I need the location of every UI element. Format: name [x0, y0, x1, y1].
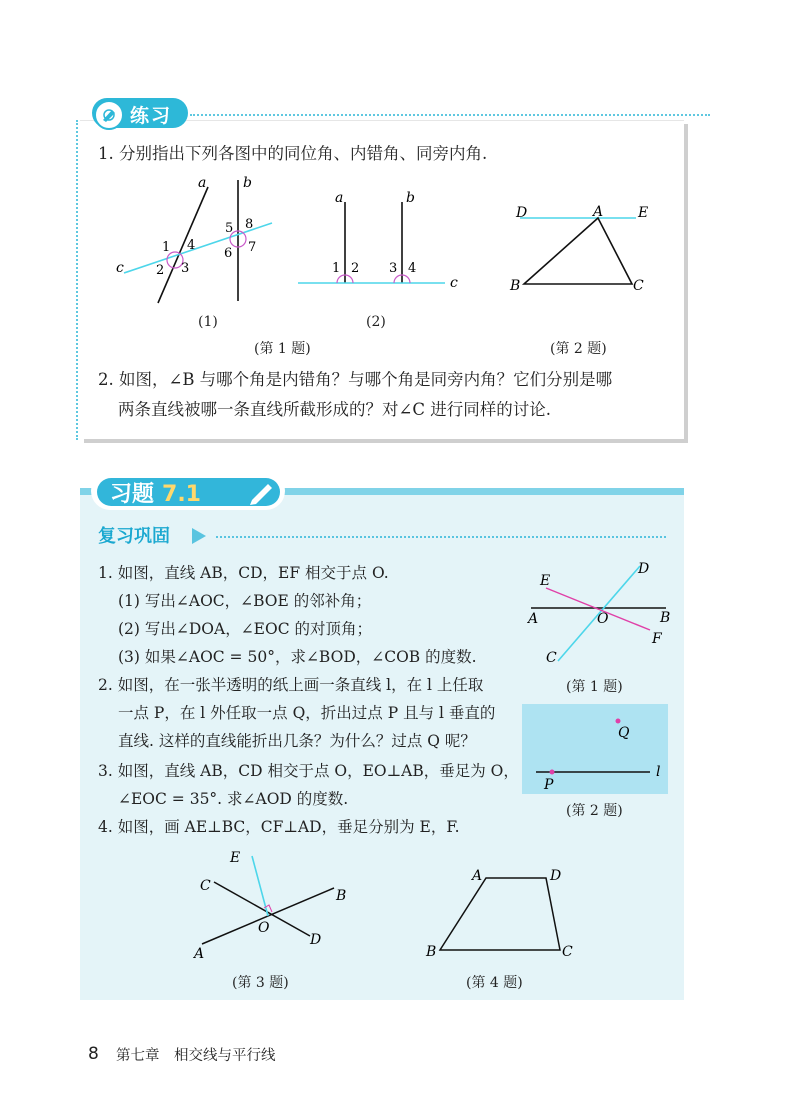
label-a: a — [198, 175, 207, 191]
exercise-problem-2-line-3: 直线. 这样的直线能折出几条？为什么？过点 Q 呢？ — [118, 732, 476, 750]
review-dotted-rule — [216, 536, 666, 538]
exercise-caption-1: (第 1 题) — [566, 679, 623, 695]
exercise-caption-2: (第 2 题) — [566, 803, 623, 819]
angle-2: 2 — [351, 261, 360, 276]
review-arrow-icon — [190, 526, 210, 546]
label-c: c — [450, 275, 458, 291]
practice-question-2-line-2: 两条直线被哪一条直线所截形成的？对∠C 进行同样的讨论. — [118, 400, 551, 419]
angle-6: 6 — [224, 246, 233, 261]
label-D: D — [638, 561, 650, 577]
practice-question-2-line-1: 2. 如图，∠B 与哪个角是内错角？与哪个角是同旁内角？它们分别是哪 — [98, 370, 613, 389]
exercise-figure-2 — [522, 704, 672, 796]
triangle-ABC — [524, 218, 632, 284]
exercise-caption-4: (第 4 题) — [466, 975, 523, 991]
exercise-figure-1 — [526, 558, 676, 668]
label-C: C — [633, 278, 644, 294]
exercise-figure-4 — [424, 862, 584, 962]
label-B: B — [510, 278, 521, 294]
label-C: C — [546, 650, 557, 666]
label-C: C — [200, 878, 211, 894]
exercise-number: 7.1 — [162, 482, 201, 507]
label-D: D — [550, 868, 562, 884]
chapter-title: 第七章 相交线与平行线 — [116, 1048, 276, 1064]
practice-top-dotted-rule — [190, 114, 710, 116]
page-number: 8 — [88, 1044, 99, 1064]
label-B: B — [660, 610, 671, 626]
exercise-problem-3-line-1: 3. 如图，直线 AB，CD 相交于点 O，EO⊥AB，垂足为 O， — [98, 762, 519, 780]
label-E: E — [230, 850, 241, 866]
practice-pencil-icon — [94, 100, 124, 130]
review-section-title: 复习巩固 — [98, 526, 170, 547]
angle-1: 1 — [162, 240, 171, 255]
label-A: A — [472, 868, 483, 884]
label-Q: Q — [618, 725, 630, 741]
exercise-problem-1b: (2) 写出∠DOA，∠EOC 的对顶角； — [118, 620, 372, 638]
angle-2: 2 — [156, 263, 165, 278]
exercise-problem-4: 4. 如图，画 AE⊥BC，CF⊥AD，垂足分别为 E，F. — [98, 818, 460, 836]
label-F: F — [652, 631, 662, 647]
exercise-problem-2-line-1: 2. 如图，在一张半透明的纸上画一条直线 l，在 l 上任取 — [98, 676, 484, 694]
label-b: b — [243, 175, 252, 191]
exercise-pencil-icon — [246, 478, 278, 506]
label-C: C — [562, 944, 573, 960]
label-E: E — [638, 205, 649, 221]
sub-caption-2: (2) — [366, 314, 386, 330]
exercise-title — [110, 477, 201, 508]
exercise-problem-1: 1. 如图，直线 AB，CD，EF 相交于点 O. — [98, 564, 389, 582]
angle-5: 5 — [225, 221, 234, 236]
practice-question-1: 1. 分别指出下列各图中的同位角、内错角、同旁内角. — [98, 144, 488, 163]
exercise-problem-3-line-2: ∠EOC = 35°. 求∠AOD 的度数. — [118, 790, 349, 808]
label-D: D — [310, 932, 322, 948]
label-l: l — [656, 764, 661, 780]
exercise-problem-1c: (3) 如果∠AOC = 50°，求∠BOD，∠COB 的度数. — [118, 648, 477, 666]
label-a: a — [335, 190, 344, 206]
label-A: A — [528, 611, 539, 627]
exercise-caption-3: (第 3 题) — [232, 975, 289, 991]
angle-8: 8 — [245, 217, 254, 232]
label-c: c — [116, 260, 124, 276]
angle-3: 3 — [181, 261, 190, 276]
label-O: O — [258, 920, 270, 936]
trapezoid-ABCD — [440, 878, 560, 950]
exercise-figure-3 — [186, 846, 356, 966]
angle-1: 1 — [332, 261, 341, 276]
exercise-title-text: 习题 — [110, 482, 155, 507]
label-B: B — [426, 944, 437, 960]
label-O: O — [597, 611, 609, 627]
practice-figure-1 — [110, 175, 280, 310]
point-Q — [616, 719, 621, 724]
label-P: P — [544, 777, 554, 793]
exercise-problem-2-line-2: 一点 P，在 l 外任取一点 Q，折出过点 P 且与 l 垂直的 — [118, 704, 496, 722]
angle-4: 4 — [187, 238, 196, 253]
angle-7: 7 — [248, 240, 257, 255]
practice-left-dotted-rule — [76, 120, 78, 440]
angle-4: 4 — [408, 261, 417, 276]
point-P — [550, 770, 555, 775]
angle-3: 3 — [389, 261, 398, 276]
label-A: A — [194, 946, 205, 962]
practice-triangle-figure — [508, 198, 658, 298]
practice-figure-2 — [290, 190, 470, 295]
label-A: A — [593, 204, 604, 220]
exercise-problem-1a: (1) 写出∠AOC，∠BOE 的邻补角； — [118, 592, 372, 610]
caption-q1: (第 1 题) — [254, 341, 311, 357]
label-b: b — [406, 190, 415, 206]
label-E: E — [540, 573, 551, 589]
label-B: B — [336, 888, 347, 904]
caption-q2: (第 2 题) — [550, 341, 607, 357]
sub-caption-1: (1) — [198, 314, 218, 330]
practice-title: 练习 — [130, 105, 173, 127]
label-D: D — [516, 205, 528, 221]
